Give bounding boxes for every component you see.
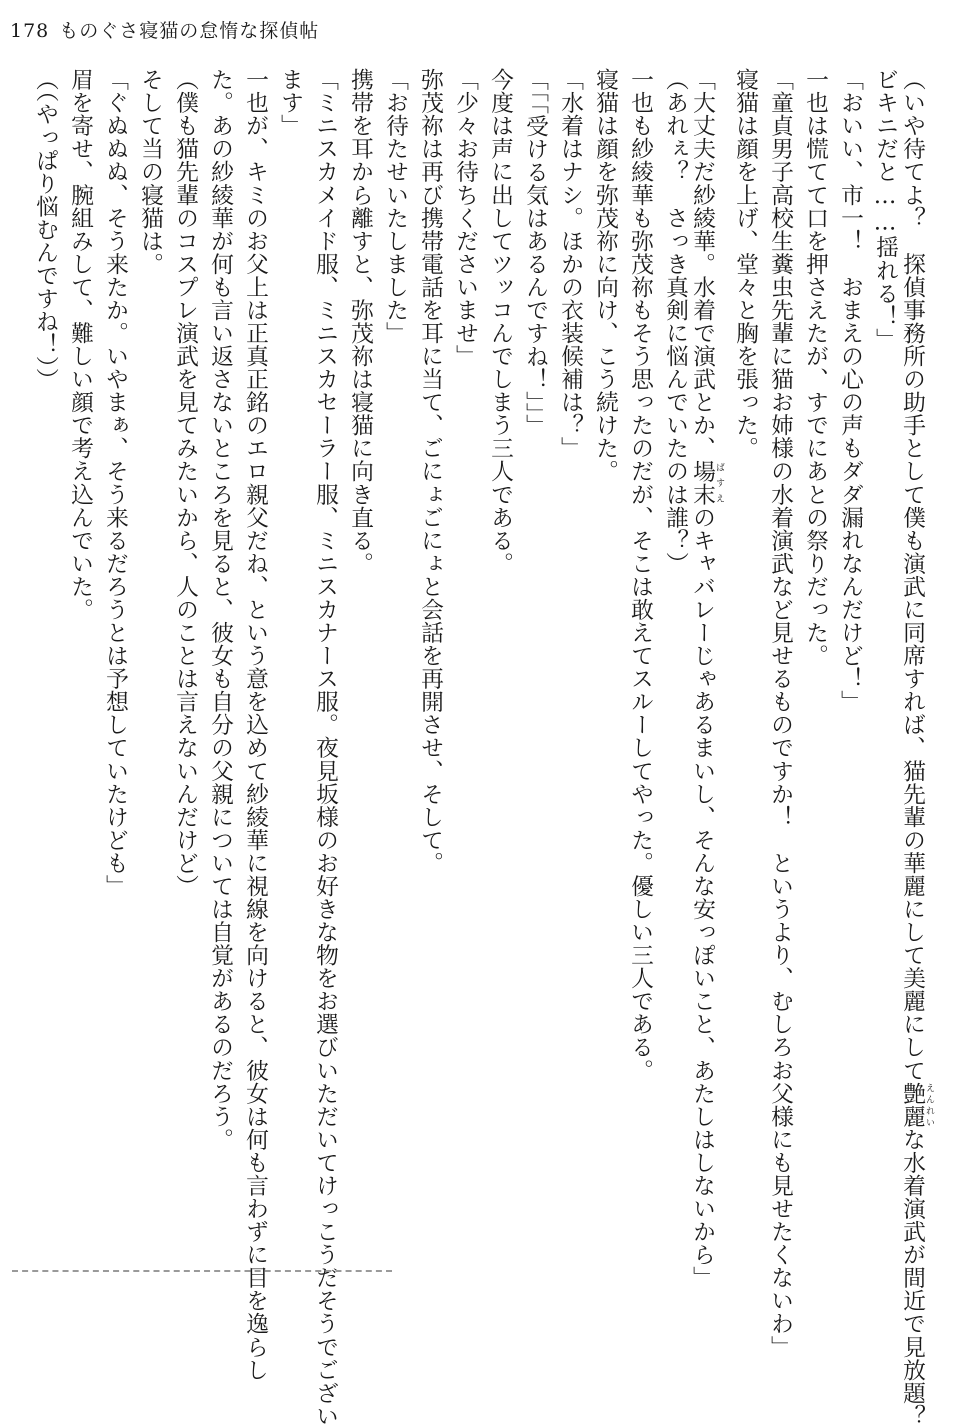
- furigana-ruby: 艶麗 えんれい: [899, 1081, 934, 1128]
- furigana-ruby: 場末 ばすえ: [689, 459, 724, 506]
- text-column: 「ぐぬぬぬ、そう来たか。いやまぁ、そう来るだろうとは予想していたけども」: [102, 68, 128, 898]
- text-column: 「おいい、市一！ おまえの心の声もダダ漏れなんだけど！」: [837, 68, 863, 714]
- furigana-reading: えんれい: [924, 1081, 934, 1128]
- running-title: ものぐさ寝猫の怠惰な探偵帖: [59, 20, 320, 42]
- text-column: 「お待たせいたしました」: [382, 68, 408, 345]
- text-column: （（やっぱり悩むんですね！））: [32, 68, 58, 391]
- text-column: 一也も紗綾華も弥茂祢もそう思ったのだが、そこは敢えてスルーしてやった。優しい三人である。: [627, 68, 653, 1082]
- text-column: 「水着はナシ。ほかの衣装候補は？」: [557, 68, 583, 460]
- text-column: ます」: [277, 68, 303, 138]
- body-text: [0, 68, 960, 1427]
- text-column: ビキニだと……揺れる！」: [872, 68, 898, 351]
- page-header: [10, 16, 319, 43]
- page-number: 178: [10, 20, 50, 42]
- text-column: 今度は声に出してツッコんでしまう三人である。: [487, 68, 513, 575]
- text-column: 寝猫は顔を上げ、堂々と胸を張った。: [732, 68, 758, 460]
- text-column: 一也は慌てて口を押さえたが、すでにあとの祭りだった。: [802, 68, 828, 668]
- text-column: 「大丈夫だ紗綾華。水着で演武とか、場末 ばすえのキャバレーじゃあるまいし、そんな安っぽいこと、あたしはしないから」: [689, 68, 724, 1290]
- text-column: た。あの紗綾華が何も言い返さないところを見ると、彼女も自分の父親については自覚があるのだろう。: [207, 68, 233, 1151]
- text-column: 弥茂祢は再び携帯電話を耳に当て、ごにょごにょと会話を再開させ、そして。: [417, 68, 443, 875]
- text-column: 寝猫は顔を弥茂祢に向け、こう続けた。: [592, 68, 618, 483]
- furigana-reading: ばすえ: [714, 459, 724, 506]
- bottom-rule: [12, 1270, 392, 1272]
- text-column: 一也が、キミのお父上は正真正銘のエロ親父だね、という意を込めて紗綾華に視線を向けると、彼女は何も言わずに目を逸らし: [242, 68, 268, 1382]
- text-column: （いや待てよ？ 探偵事務所の助手として僕も演武に同席すれば、猫先輩の華麗にして美麗にして艶麗 えんれいな水着演武が間近で見放題？: [899, 68, 934, 1427]
- text-column: （僕も猫先輩のコスプレ演武を見てみたいから、人のことは言えないんだけど）: [172, 68, 198, 898]
- text-column: 「ミニスカメイド服、ミニスカセーラー服、ミニスカナース服。夜見坂様のお好きな物をお選びいただいてけっこうだそうでござい: [312, 68, 338, 1427]
- text-column: 携帯を耳から離すと、弥茂祢は寝猫に向き直る。: [347, 68, 373, 575]
- text-column: そして当の寝猫は。: [137, 68, 163, 276]
- text-column: 眉を寄せ、腕組みして、難しい顔で考え込んでいた。: [67, 68, 93, 621]
- text-column: 「「「受ける気はあるんですね！」」」: [522, 68, 548, 438]
- text-column: 「少々お待ちくださいませ」: [452, 68, 478, 368]
- text-column: 「童貞男子高校生糞虫先輩に猫お姉様の水着演武など見せるものですか！ というより、むしろお父様にも見せたくないわ」: [767, 68, 793, 1359]
- text-column: （あれぇ？ さっき真剣に悩んでいたのは誰？）: [662, 68, 688, 575]
